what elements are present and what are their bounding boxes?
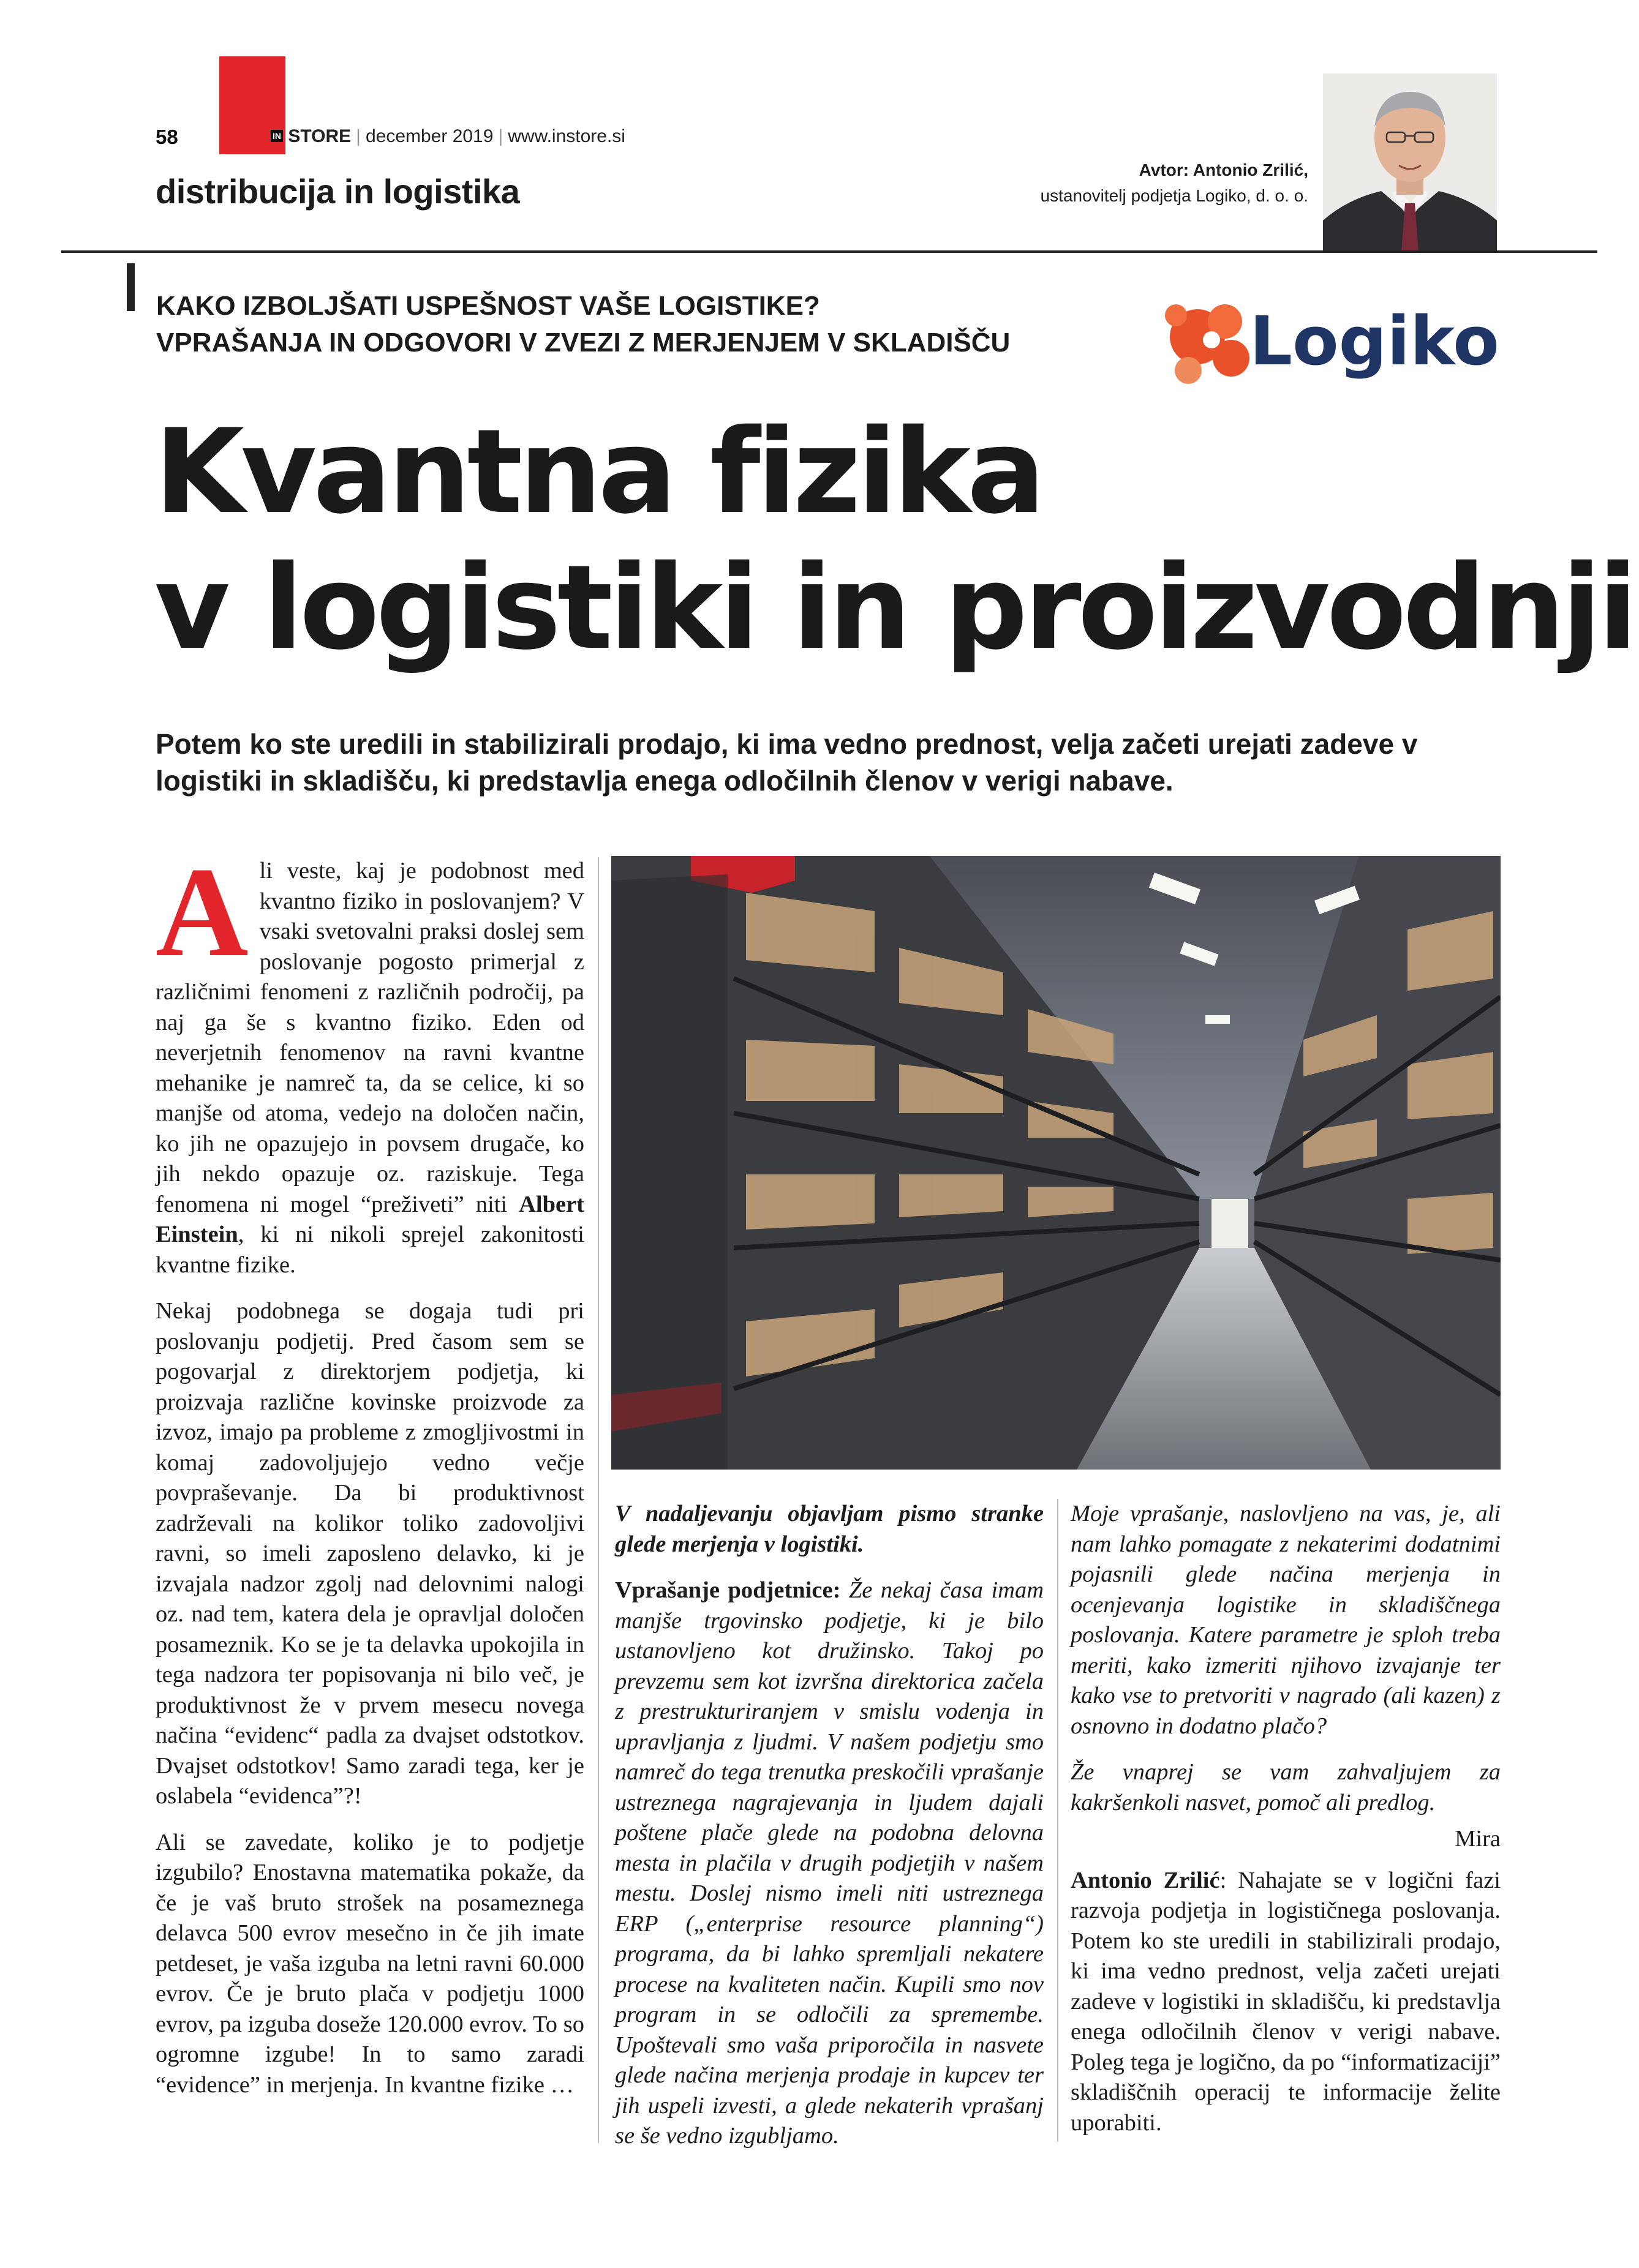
question-text: Že nekaj časa imam manjše trgovinsko podjetje, ki je bilo ustanovljeno kot družinsko. Takoj po prevzemu sem kot izvršna direktorica začela z prestrukturiranjem v smislu vodenja in upravljanja z ljudmi. V našem podjetju smo namreč do tega trenutka preskočili vprašanje ustreznega nagrajevanja in ljudem dajali poštene plače glede na podobna delovna mesta in plačila v drugih podjetjih v našem mestu. Doslej nismo imeli niti ustreznega ERP („enterprise resource planning“) programa, da bi lahko spremljali nekatere procese na kvaliteten način. Kupili smo nov program in se odločili za spremembe. Upoštevali smo vaša priporočila in nasvete glede načina merjenja prodaje in kupcev ter jih uspeli izvesti, a glede nekaterih vprašanj se še vedno izgubljamo. <box>615 1577 1044 2149</box>
col1-paragraph-3: Ali se zavedate, koliko je to podjetje izgubilo? Enostavna matematika pokaže, da če je vaš bruto strošek na posameznega delavca 500 evrov mesečno in če jih imate petdeset, je vaša izguba na letni ravni 60.000 evrov. Če je bruto plača v podjetju 1000 evrov, pa izguba doseže 120.000 evrov. To so ogromne izgube! In to samo zaradi “evidence” in merjenja. In kvantne fizike … <box>156 1829 584 2098</box>
website: www.instore.si <box>508 126 625 146</box>
letter-paragraph-1: Moje vprašanje, naslovljeno na vas, je, ali nam lahko pomagate z nekaterimi dodatnimi pojasnili glede načina merjenja in ocenjevanja logistike in skladiščnega poslovanja. Katere parametre je sploh treba meriti, kako izmeriti njihovo izvajanje ter kako vse to pretvoriti v nagrado (ali kazen) z osnovno in dodatno plačo? <box>1071 1501 1501 1739</box>
column-divider-2 <box>1057 1499 1058 2142</box>
column-3 <box>1071 1499 1501 2154</box>
kicker <box>156 288 1010 361</box>
letter-question <box>615 1575 1044 2152</box>
answer-paragraph <box>1071 1866 1501 2139</box>
author-name: Avtor: Antonio Zrilić, <box>1139 160 1308 179</box>
kicker-bar <box>127 263 135 311</box>
magazine-in-badge: IN <box>271 130 283 142</box>
section-title: distribucija in logistika <box>156 172 520 211</box>
question-label: Vprašanje podjetnice: <box>615 1577 841 1603</box>
drop-cap: A <box>156 841 249 983</box>
logiko-logo <box>1151 279 1507 401</box>
header-rule <box>61 250 1597 253</box>
puzzle-icon <box>1165 304 1249 384</box>
col1-p1-text: li veste, kaj je podobnost med kvantno fiziko in poslovanjem? V vsaki svetovalni praksi doslej sem poslovanje pogosto primerjal z različnimi fenomeni z različnih področij, pa naj ga še s kvantno fiziko. Eden od neverjetnih fenomenov na ravni kvantne mehanike je namreč ta, da se celice, ki so manjše od atoma, vedejo na določen način, ko jih ne opazujejo in povsem drugače, ko jih nekdo opazuje oz. raziskuje. Tega fenomena ni mogel “preživeti” niti <box>156 858 584 1217</box>
kicker-line-2: VPRAŠANJA IN ODGOVORI V ZVEZI Z MERJENJEM V SKLADIŠČU <box>156 328 1011 358</box>
col1-p1-bold: Albert Einstein <box>156 1191 584 1247</box>
issue-date: december 2019 <box>365 126 494 146</box>
magazine-store: STORE <box>288 126 352 146</box>
magazine-masthead: IN STORE | december 2019 | www.instore.si <box>271 126 625 147</box>
author-portrait <box>1323 73 1497 252</box>
warehouse-photo <box>611 856 1501 1470</box>
col1-paragraph-1 <box>156 841 584 1280</box>
column-divider-1 <box>598 857 599 2143</box>
headline-line-1: Kvantna fizika <box>154 404 1042 539</box>
letter-signature: Mira <box>1455 1826 1501 1852</box>
col1-p1-end: , ki ni nikoli sprejel zakonitosti kvantne fizike. <box>156 1222 584 1278</box>
letter-paragraph-2: Že vnaprej se vam zahvaljujem za kakršenkoli nasvet, pomoč ali predlog. <box>1071 1759 1501 1816</box>
column-2 <box>615 1499 1044 2168</box>
answer-text: : Nahajate se v logični fazi razvoja podjetja in logističnega poslovanja. Potem ko ste uredili in stabilizirali prodajo, ki ima vedno prednost, velja začeti urejati zadeve v logistiki in skladišču, ki predstavlja enega odločilnih členov v verigi nabave. Poleg tega je logično, da po “informatizaciji” skladiščnih operacij te informacije želite uporabiti. <box>1071 1867 1501 2136</box>
answer-label: Antonio Zrilić <box>1071 1867 1220 1893</box>
letter-intro: V nadaljevanju objavljam pismo stranke glede merjenja v logistiki. <box>615 1501 1044 1557</box>
author-role: ustanovitelj podjetja Logiko, d. o. o. <box>1040 186 1308 205</box>
page-number: 58 <box>156 126 178 148</box>
headline-line-2: v logistiki in proizvodnji <box>154 540 1634 675</box>
col1-paragraph-2: Nekaj podobnega se dogaja tudi pri poslovanju podjetij. Pred časom sem se pogovarjal z direktorjem podjetja, ki proizvaja različne kovinske proizvode za izvoz, imajo pa probleme z zmogljivostmi in komaj zadovoljujejo vedno večje povpraševanje. Da bi produktivnost zadrževali na kolikor toliko zadovoljivi ravni, so imeli zaposleno delavko, ki je izvajala nadzor zgolj nad delovnimi nalogi oz. nad tem, katera dela je opravljal določen posameznik. Ko se je ta delavka upokojila in tega nadzora ter popisovanja ni bilo več, je produktivnost že v prvem mesecu novega načina “evidenc“ padla za dvajset odstotkov. Dvajset odstotkov! Samo zaradi tega, ker je oslabela “evidenca”?! <box>156 1298 584 1809</box>
logo-text: Logiko <box>1249 302 1499 380</box>
headline <box>154 404 1634 676</box>
lead-paragraph: Potem ko ste uredili in stabilizirali prodajo, ki ima vedno prednost, velja začeti urejati zadeve v logistiki in skladišču, ki predstavlja enega odločilnih členov v verigi nabave. <box>156 728 1418 797</box>
column-1 <box>156 841 584 2116</box>
kicker-line-1: KAKO IZBOLJŠATI USPEŠNOST VAŠE LOGISTIKE? <box>156 291 820 321</box>
